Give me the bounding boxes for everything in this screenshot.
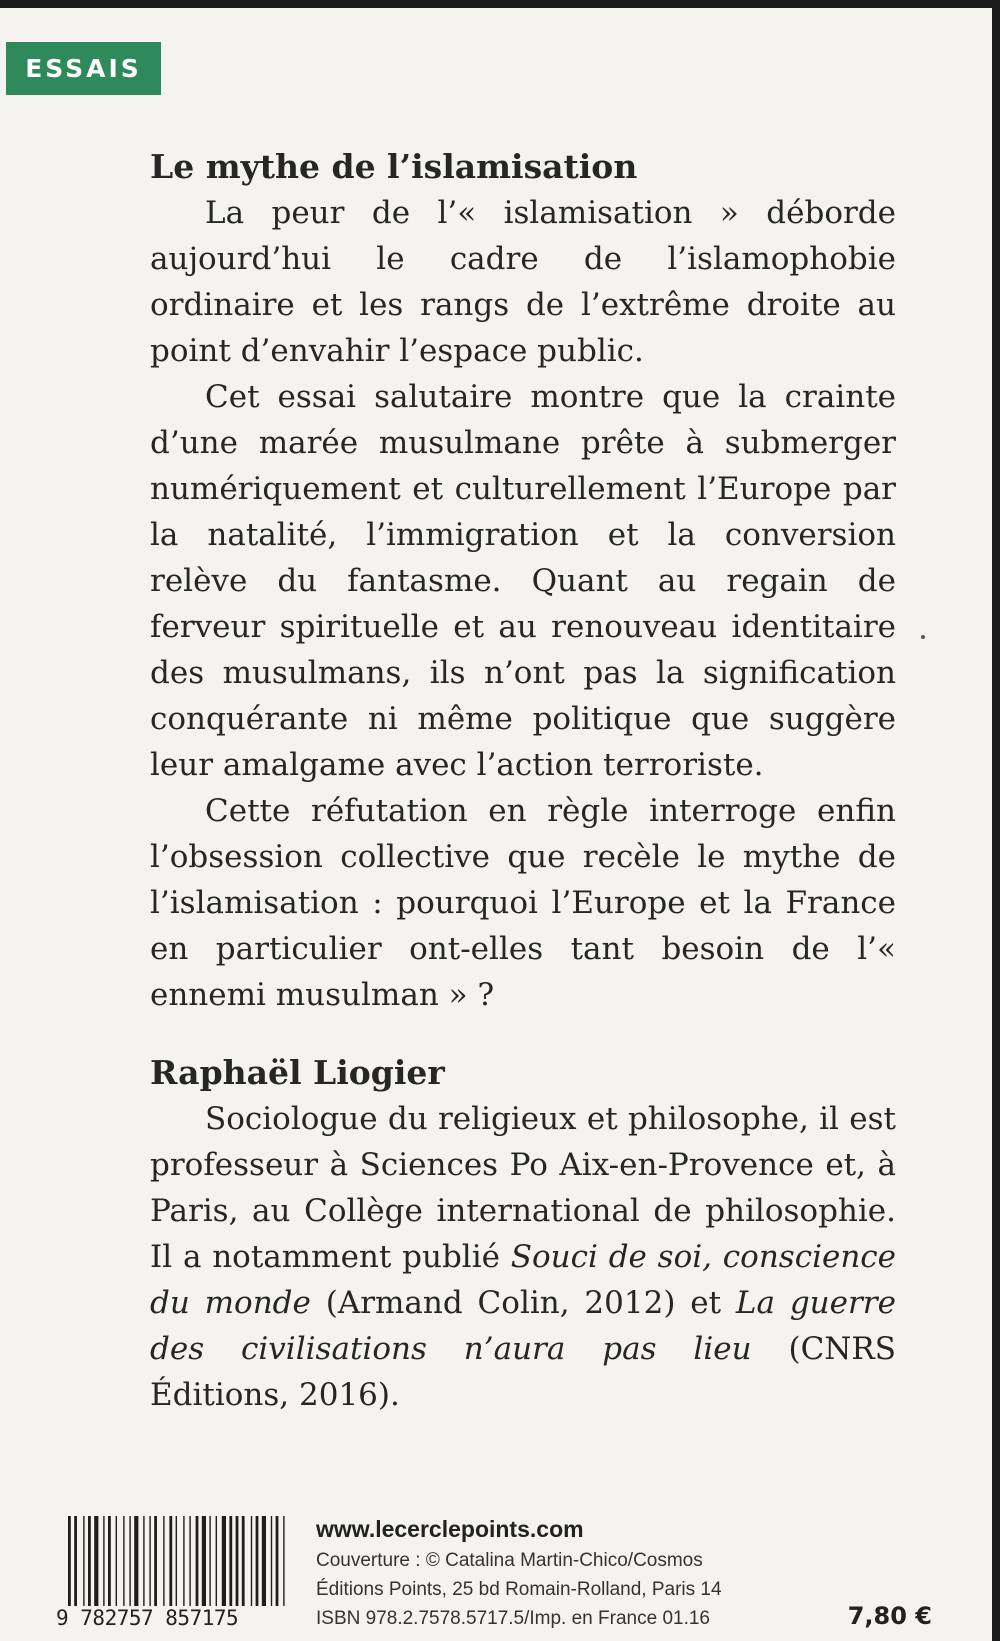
author-bio-part-3: (CNRS Éditions, 2016).	[150, 1331, 896, 1413]
barcode-digits: 9 782757 857175	[56, 1606, 306, 1630]
series-label: ESSAIS	[6, 42, 161, 95]
barcode	[56, 1516, 296, 1638]
author-bio-part-1: Sociologue du religieux et philosophe, il est professeur à Sciences Po Aix-en-Provence et, à Paris, au Collège international de philosophie. Il a notamment publié	[150, 1101, 896, 1275]
blurb	[150, 144, 896, 1418]
author-name: Raphaël Liogier	[150, 1053, 445, 1092]
author-bio	[150, 1096, 896, 1418]
cover-credit: Couverture : © Catalina Martin-Chico/Cosmos	[316, 1550, 703, 1571]
author-bio-part-2: (Armand Colin, 2012) et	[310, 1285, 736, 1321]
book-back-cover	[0, 8, 992, 1641]
isbn-line: ISBN 978.2.7578.5717.5/Imp. en France 01.16	[316, 1608, 710, 1629]
print-speck	[921, 635, 925, 639]
imprint-credits	[316, 1512, 796, 1633]
blurb-paragraph-2: Cet essai salutaire montre que la crainte d’une marée musulmane prête à submerger numériquement et culturellement l’Europe par la natalité, l’immigration et la conversion relève du fantasme. Quant au regain de ferveur spirituelle et au renouveau identitaire des musulmans, ils n’ont pas la signification conquérante ni même politique que suggère leur amalgame avec l’action terroriste.	[150, 379, 896, 783]
author-work-1: Souci de soi, conscience du monde	[150, 1239, 897, 1321]
price-label: 7,80 €	[847, 1602, 932, 1630]
author-work-2: La guerre des civilisations n’aura pas lieu	[150, 1285, 896, 1367]
blurb-paragraph-3: Cette réfutation en règle interroge enfin l’obsession collective que recèle le mythe de l’islamisation : pourquoi l’Europe et la France en particulier ont-elles tant besoin de l’« ennemi musulman » ?	[150, 793, 896, 1013]
blurb-paragraph-1: La peur de l’« islamisation » déborde aujourd’hui le cadre de l’islamophobie ordinaire et les rangs de l’extrême droite au point d’envahir l’espace public.	[150, 195, 896, 369]
publisher-website: www.lecerclepoints.com	[316, 1516, 584, 1542]
publisher-address: Éditions Points, 25 bd Romain-Rolland, Paris 14	[316, 1579, 722, 1600]
book-title: Le mythe de l’islamisation	[150, 147, 638, 186]
